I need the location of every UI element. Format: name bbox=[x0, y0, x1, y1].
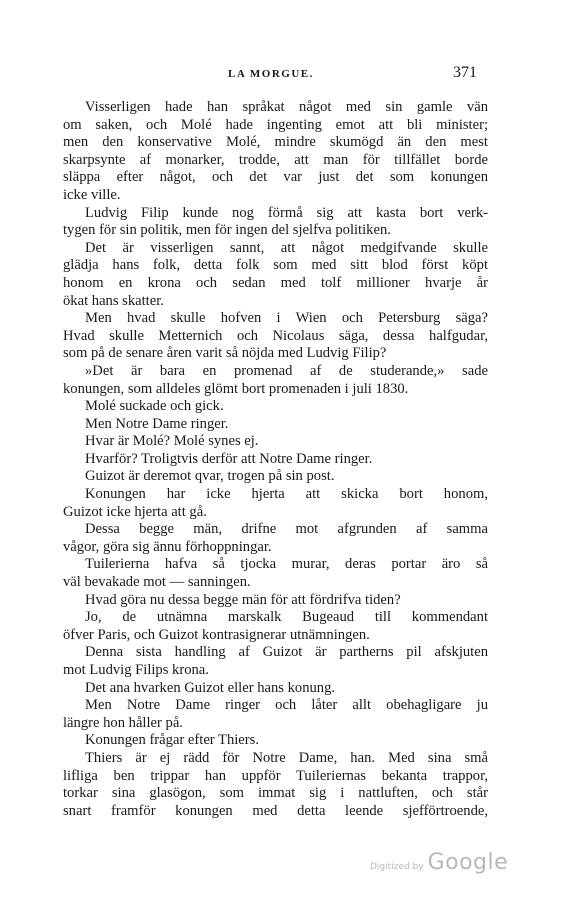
google-logo: Google bbox=[427, 850, 509, 875]
body-text bbox=[63, 99, 488, 820]
text-line: Men Notre Dame ringer. bbox=[85, 415, 229, 432]
text-line: Dessa begge män, drifne mot afgrunden af samma bbox=[85, 521, 488, 538]
text-line: Det ana hvarken Guizot eller hans konung. bbox=[85, 679, 336, 696]
text-line: glädja hans folk, detta folk som med sitt blod först köpt bbox=[63, 257, 488, 274]
text-line: om saken, och Molé hade ingenting emot att bli minister; bbox=[63, 116, 488, 133]
text-line: väl bevakade mot — sanningen. bbox=[63, 574, 251, 591]
text-line: Hvad göra nu dessa begge män för att fördrifva tiden? bbox=[85, 591, 401, 608]
text-line: Hvad skulle Metternich och Nicolaus säga, dessa halfgudar, bbox=[63, 327, 488, 344]
text-line: Visserligen hade han språkat något med sin gamle vän bbox=[85, 99, 488, 115]
text-line: längre hon håller på. bbox=[63, 714, 183, 731]
text-line: »Det är bara en promenad af de studerande,» sade bbox=[85, 362, 488, 379]
text-line: icke ville. bbox=[63, 186, 121, 203]
text-line: torkar sina glasögon, som immat sig i nattluften, och står bbox=[63, 785, 488, 802]
running-title: LA MORGUE. bbox=[228, 68, 314, 80]
text-line: snart framför konungen med detta leende sjefförtroende, bbox=[63, 802, 488, 819]
text-line: Molé suckade och gick. bbox=[85, 398, 224, 415]
text-line: som på de senare åren varit så nöjda med Ludvig Filip? bbox=[63, 345, 387, 362]
text-line: Ludvig Filip kunde nog förmå sig att kasta bort verk- bbox=[85, 204, 488, 221]
text-line: Hvarför? Troligtvis derför att Notre Dame ringer. bbox=[85, 450, 373, 467]
text-line: släppa efter något, och det var just det som konungen bbox=[63, 169, 488, 186]
digitization-watermark bbox=[370, 850, 508, 875]
text-line: Denna sista handling af Guizot är partherns pil afskjuten bbox=[85, 644, 488, 661]
page-number: 371 bbox=[453, 64, 477, 81]
text-line: Jo, de utnämna marskalk Bugeaud till kommendant bbox=[85, 609, 488, 626]
text-line: Konungen har icke hjerta att skicka bort honom, bbox=[85, 486, 488, 503]
text-line: Konungen frågar efter Thiers. bbox=[85, 732, 259, 749]
text-line: Men hvad skulle hofven i Wien och Petersburg säga? bbox=[85, 310, 488, 327]
text-line: men den konservative Molé, mindre skumögd än den mest bbox=[63, 134, 488, 151]
text-line: Det är visserligen sannt, att något medgifvande skulle bbox=[85, 239, 488, 256]
text-line: Men Notre Dame ringer och låter allt obehagligare ju bbox=[85, 697, 488, 714]
text-line: tygen för sin politik, men för ingen del sjelfva politiken. bbox=[63, 222, 391, 239]
text-line: Guizot icke hjerta att gå. bbox=[63, 503, 207, 520]
text-line: Hvar är Molé? Molé synes ej. bbox=[85, 433, 259, 450]
watermark-prefix: Digitized by bbox=[370, 862, 424, 872]
text-line: honom en krona och sedan med tolf millioner hvarje år bbox=[63, 274, 488, 291]
text-line: Thiers är ej rädd för Notre Dame, han. Med sina små bbox=[85, 749, 488, 766]
text-line: ökat hans skatter. bbox=[63, 292, 164, 309]
text-line: Tuilerierna hafva så tjocka murar, deras portar äro så bbox=[85, 556, 488, 573]
text-line: konungen, som alldeles glömt bort promenaden i juli 1830. bbox=[63, 380, 409, 397]
text-line: öfver Paris, och Guizot kontrasignerar utnämningen. bbox=[63, 626, 370, 643]
text-line: skarpsynte af monarker, trodde, att man för tillfället borde bbox=[63, 151, 488, 168]
text-line: mot Ludvig Filips krona. bbox=[63, 662, 209, 678]
text-line: Guizot är deremot qvar, trogen på sin post. bbox=[85, 468, 335, 485]
text-line: vågor, göra sig ännu förhoppningar. bbox=[63, 538, 272, 555]
text-line: lifliga ben trippar han uppför Tuileriernas bekanta trappor, bbox=[63, 767, 488, 784]
